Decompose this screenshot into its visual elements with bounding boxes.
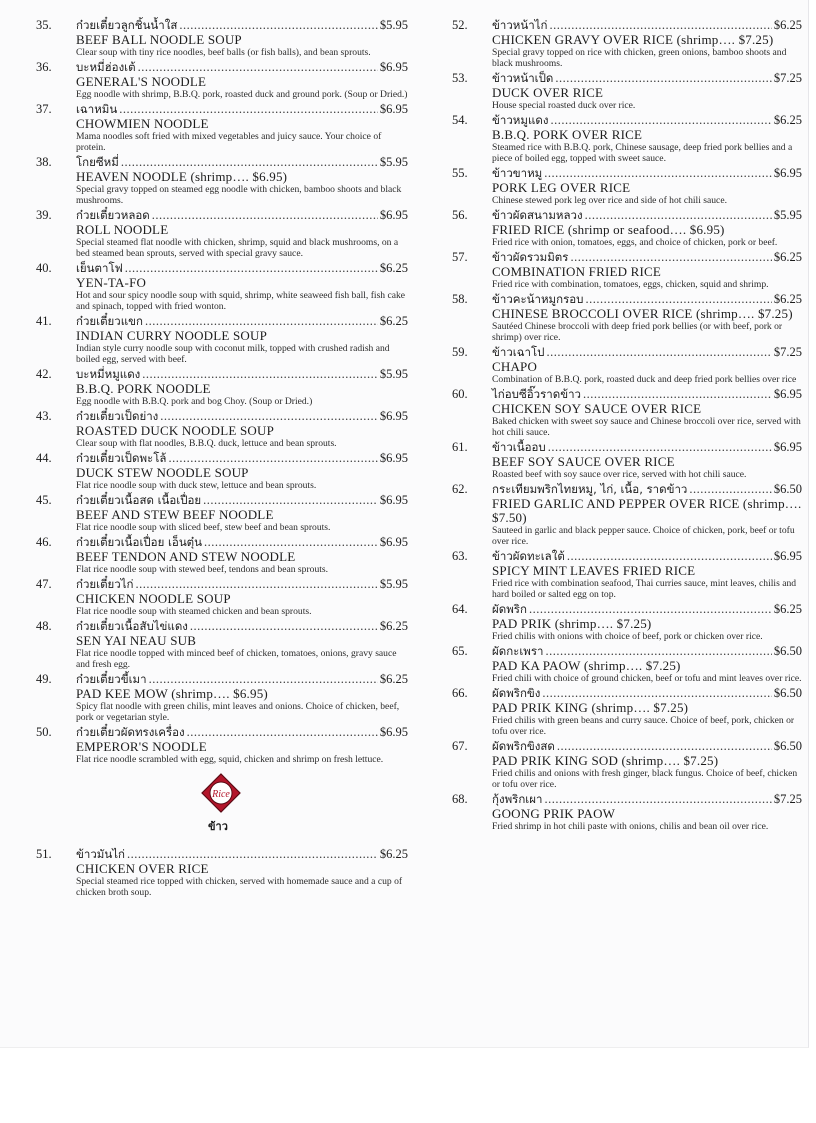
item-thai-line [76, 60, 408, 75]
item-english-name: EMPEROR'S NOODLE [76, 739, 207, 754]
item-thai-line [76, 367, 408, 382]
item-price: $6.25 [773, 18, 802, 32]
item-price: $6.95 [379, 102, 408, 116]
dot-leader [546, 644, 772, 659]
dot-leader [567, 549, 772, 564]
left-column [36, 18, 408, 900]
item-english-name: BEEF AND STEW BEEF NOODLE [76, 507, 274, 522]
item-description: Flat rice noodle soup with steamed chicken and bean sprouts. [76, 606, 312, 617]
item-price: $6.25 [773, 250, 802, 264]
item-english-name: CHICKEN GRAVY OVER RICE (shrimp…. $7.25) [492, 32, 774, 47]
item-description: Flat rice noodle soup with duck stew, lettuce and bean sprouts. [76, 480, 317, 491]
item-number: 55. [452, 166, 468, 180]
item-thai-line [76, 155, 408, 170]
dot-leader [570, 250, 771, 265]
dot-leader [125, 261, 378, 276]
item-english-name: PAD KEE MOW (shrimp…. $6.95) [76, 686, 268, 701]
item-thai-line [492, 250, 802, 265]
item-english-name: GENERAL'S NOODLE [76, 74, 207, 89]
left-menu-list [36, 18, 408, 765]
menu-item [452, 345, 802, 385]
item-number: 47. [36, 577, 52, 591]
item-description: Flat rice noodle soup with sliced beef, stew beef and bean sprouts. [76, 522, 331, 533]
item-english-name: PORK LEG OVER RICE [492, 180, 631, 195]
item-thai-name: ก๋วยเตี๋ยวแขก [76, 314, 143, 328]
item-thai-name: บะหมี่หมูแดง [76, 367, 141, 381]
dot-leader [190, 619, 378, 634]
menu-item [36, 725, 408, 765]
item-price: $6.50 [773, 739, 802, 753]
menu-item [36, 208, 408, 259]
dot-leader [145, 314, 378, 329]
item-price: $6.95 [773, 387, 802, 401]
item-description: House special roasted duck over rice. [492, 100, 636, 111]
menu-item [452, 440, 802, 480]
item-english-name: CHICKEN SOY SAUCE OVER RICE [492, 401, 702, 416]
item-thai-name: ก๋วยเตี๋ยวลูกชิ้นน้ำใส [76, 18, 178, 32]
item-number: 63. [452, 549, 468, 563]
item-thai-name: ข้าวคะน้าหมูกรอบ [492, 292, 584, 306]
item-number: 57. [452, 250, 468, 264]
menu-item [452, 71, 802, 111]
item-description: Special steamed flat noodle with chicken, shrimp, squid and black mushrooms, on a bed steamed bean sprouts, served with special gravy sauce. [76, 237, 399, 259]
item-thai-line [76, 672, 408, 687]
item-number: 67. [452, 739, 468, 753]
item-description: Sauteed in garlic and black pepper sauce. Choice of chicken, pork, beef or tofu over rice. [492, 525, 795, 547]
item-english-name: PAD KA PAOW (shrimp…. $7.25) [492, 658, 681, 673]
item-thai-line [492, 686, 802, 701]
item-price: $6.95 [773, 166, 802, 180]
item-price: $5.95 [379, 18, 408, 32]
item-english-name: CHINESE BROCCOLI OVER RICE (shrimp…. $7.25) [492, 306, 793, 321]
item-thai-line [492, 71, 802, 86]
dot-leader [544, 792, 771, 807]
item-price: $6.50 [773, 686, 802, 700]
dot-leader [550, 113, 771, 128]
item-thai-name: ก๋วยเตี๋ยวขี้เมา [76, 672, 147, 686]
item-thai-line [76, 261, 408, 276]
item-description: Mama noodles soft fried with mixed vegetables and juicy sauce. Your choice of protein. [76, 131, 382, 153]
menu-item [452, 387, 802, 438]
item-thai-name: ข้าวผัดรวมมิตร [492, 250, 569, 264]
menu-item [36, 155, 408, 206]
item-thai-name: ก๋วยเตี๋ยวเนื้อสับไข่แดง [76, 619, 188, 633]
item-description: Roasted beef with soy sauce over rice, served with hot chili sauce. [492, 469, 747, 480]
rice-section-header [36, 773, 408, 841]
item-number: 49. [36, 672, 52, 686]
item-thai-line [76, 208, 408, 223]
item-thai-line [492, 644, 802, 659]
item-english-name: ROLL NOODLE [76, 222, 169, 237]
item-price: $6.95 [379, 493, 408, 507]
item-thai-name: ผัดพริกขิงสด [492, 739, 555, 753]
item-thai-line [492, 549, 802, 564]
menu-item [452, 166, 802, 206]
item-english-name: PAD PRIK KING SOD (shrimp…. $7.25) [492, 753, 719, 768]
dot-leader [549, 18, 771, 33]
item-english-name: CHOWMIEN NOODLE [76, 116, 209, 131]
item-thai-line [76, 535, 408, 550]
menu-item [36, 847, 408, 898]
item-english-name: BEEF SOY SAUCE OVER RICE [492, 454, 675, 469]
item-number: 35. [36, 18, 52, 32]
item-description: Fried rice with onion, tomatoes, eggs, and choice of chicken, pork or beef. [492, 237, 778, 248]
item-english-name: YEN-TA-FO [76, 275, 147, 290]
menu-item [36, 102, 408, 153]
item-english-name: FRIED GARLIC AND PEPPER OVER RICE (shrimp…. $7.50) [492, 496, 802, 525]
item-thai-line [492, 208, 802, 223]
item-thai-name: ก๋วยเตี๋ยวผัดทรงเครื่อง [76, 725, 185, 739]
item-thai-name: ก๋วยเตี๋ยวไก่ [76, 577, 134, 591]
item-price: $6.95 [379, 409, 408, 423]
item-english-name: DUCK STEW NOODLE SOUP [76, 465, 249, 480]
item-description: Fried chilis and onions with fresh ginger, black fungus. Choice of beef, chicken or tofu over rice. [492, 768, 798, 790]
item-description: Fried rice with combination seafood, Thai curries sauce, mint leaves, chilis and hard boiled or salted egg on top. [492, 578, 797, 600]
item-thai-line [76, 847, 408, 862]
item-thai-line [492, 739, 802, 754]
item-price: $6.25 [379, 619, 408, 633]
item-number: 53. [452, 71, 468, 85]
menu-item [452, 602, 802, 642]
item-price: $6.95 [773, 440, 802, 454]
item-thai-line [76, 409, 408, 424]
menu-item [36, 261, 408, 312]
item-number: 46. [36, 535, 52, 549]
menu-item [452, 686, 802, 737]
menu-item [452, 792, 802, 832]
item-thai-line [76, 314, 408, 329]
item-thai-name: ข้าวหน้าเป็ด [492, 71, 554, 85]
item-thai-line [76, 577, 408, 592]
item-description: Chinese stewed pork leg over rice and side of hot chili sauce. [492, 195, 727, 206]
item-price: $6.25 [773, 292, 802, 306]
menu-item [452, 739, 802, 790]
dot-leader [548, 440, 772, 455]
item-price: $6.95 [379, 208, 408, 222]
item-english-name: CHICKEN NOODLE SOUP [76, 591, 231, 606]
item-description: Sautéed Chinese broccoli with deep fried pork bellies (or with beef, pork or shrimp) over rice. [492, 321, 783, 343]
menu-item [452, 113, 802, 164]
menu-item [36, 314, 408, 365]
dot-leader [152, 208, 378, 223]
item-thai-name: ผัดกะเพรา [492, 644, 544, 658]
item-thai-name: ก๋วยเตี๋ยวเป็ดพะโล้ [76, 451, 167, 465]
item-thai-name: ข้าวเนื้ออบ [492, 440, 546, 454]
item-price: $6.95 [379, 535, 408, 549]
item-description: Spicy flat noodle with green chilis, mint leaves and onions. Choice of chicken, beef, pork or vegetarian style. [76, 701, 400, 723]
item-english-name: B.B.Q. PORK NOODLE [76, 381, 211, 396]
item-price: $5.95 [379, 577, 408, 591]
item-description: Clear soup with flat noodles, B.B.Q. duck, lettuce and bean sprouts. [76, 438, 337, 449]
item-number: 58. [452, 292, 468, 306]
item-number: 65. [452, 644, 468, 658]
item-price: $6.25 [773, 113, 802, 127]
menu-item [36, 619, 408, 670]
item-thai-name: ข้าวผัดทะเลใต้ [492, 549, 565, 563]
item-number: 68. [452, 792, 468, 806]
dot-leader [529, 602, 772, 617]
item-description: Fried shrimp in hot chili paste with onions, chilis and bean oil over rice. [492, 821, 769, 832]
dot-leader [136, 577, 378, 592]
item-thai-name: ข้าวผัดสนามหลวง [492, 208, 583, 222]
left-menu-list-rice [36, 847, 408, 898]
item-description: Fried chilis with green beans and curry sauce. Choice of beef, pork, chicken or tofu over rice. [492, 715, 795, 737]
item-english-name: CHICKEN OVER RICE [76, 861, 209, 876]
dot-leader [555, 71, 772, 86]
menu-item [452, 208, 802, 248]
item-english-name: DUCK OVER RICE [492, 85, 604, 100]
item-thai-line [492, 166, 802, 181]
item-number: 52. [452, 18, 468, 32]
item-number: 59. [452, 345, 468, 359]
item-english-name: SEN YAI NEAU SUB [76, 633, 197, 648]
item-number: 64. [452, 602, 468, 616]
dot-leader [127, 847, 378, 862]
item-price: $6.95 [379, 451, 408, 465]
item-price: $7.25 [773, 345, 802, 359]
item-thai-name: ข้าวขาหมู [492, 166, 543, 180]
item-description: Indian style curry noodle soup with coconut milk, topped with crushed radish and boiled egg, served with beef. [76, 343, 390, 365]
item-thai-line [76, 493, 408, 508]
item-english-name: COMBINATION FRIED RICE [492, 264, 662, 279]
item-number: 60. [452, 387, 468, 401]
item-english-name: BEEF TENDON AND STEW NOODLE [76, 549, 296, 564]
item-description: Fried chilis with onions with choice of beef, pork or chicken over rice. [492, 631, 763, 642]
item-description: Flat rice noodle soup with stewed beef, tendons and bean sprouts. [76, 564, 329, 575]
item-number: 40. [36, 261, 52, 275]
dot-leader [160, 409, 378, 424]
item-price: $6.25 [379, 261, 408, 275]
item-thai-line [492, 18, 802, 33]
dot-leader [179, 18, 377, 33]
item-number: 43. [36, 409, 52, 423]
item-thai-line [76, 725, 408, 740]
item-price: $7.25 [773, 71, 802, 85]
item-thai-name: ข้าวหมูแดง [492, 113, 549, 127]
item-english-name: BEEF BALL NOODLE SOUP [76, 32, 242, 47]
item-number: 54. [452, 113, 468, 127]
item-thai-line [76, 18, 408, 33]
dot-leader [542, 686, 771, 701]
item-number: 42. [36, 367, 52, 381]
item-english-name: PAD PRIK (shrimp…. $7.25) [492, 616, 652, 631]
item-thai-name: ผัดพริก [492, 602, 527, 616]
item-price: $5.95 [379, 155, 408, 169]
item-english-name: HEAVEN NOODLE (shrimp…. $6.95) [76, 169, 288, 184]
item-thai-line [76, 619, 408, 634]
menu-item [36, 367, 408, 407]
item-thai-name: ไก่อบซีอิ๊วราดข้าว [492, 387, 582, 401]
item-thai-name: ข้าวเฉาโป [492, 345, 545, 359]
item-number: 62. [452, 482, 468, 496]
item-thai-name: ก๋วยเตี๋ยวหลอด [76, 208, 150, 222]
dot-leader [142, 367, 378, 382]
item-number: 48. [36, 619, 52, 633]
dot-leader [138, 60, 378, 75]
item-thai-line [492, 482, 802, 497]
item-thai-name: เฉาหมิน [76, 102, 118, 116]
item-thai-name: บะหมี่ฮ่องเต้ [76, 60, 136, 74]
item-thai-name: ข้าวหน้าไก่ [492, 18, 548, 32]
menu-item [36, 493, 408, 533]
item-thai-line [492, 792, 802, 807]
item-english-name: INDIAN CURRY NOODLE SOUP [76, 328, 268, 343]
dot-leader [119, 102, 378, 117]
item-description: Flat rice noodle scrambled with egg, squid, chicken and shrimp on fresh lettuce. [76, 754, 384, 765]
menu-item [36, 577, 408, 617]
menu-item [36, 535, 408, 575]
item-thai-line [76, 451, 408, 466]
item-thai-line [492, 345, 802, 360]
item-thai-name: กุ้งพริกเผา [492, 792, 543, 806]
item-description: Egg noodle with shrimp, B.B.Q. pork, roasted duck and ground pork. (Soup or Dried.) [76, 89, 408, 100]
item-thai-line [492, 440, 802, 455]
menu-item [36, 672, 408, 723]
item-price: $6.50 [773, 482, 802, 496]
item-price: $6.25 [379, 314, 408, 328]
dot-leader [546, 345, 771, 360]
menu-item [36, 18, 408, 58]
item-number: 38. [36, 155, 52, 169]
item-description: Clear soup with tiny rice noodles, beef balls (or fish balls), and bean sprouts. [76, 47, 371, 58]
rice-logo-icon [201, 773, 241, 813]
item-thai-name: ก๋วยเตี๋ยวเนื้อเปื่อย เอ็นตุ๋น [76, 535, 203, 549]
item-thai-name: กระเทียมพริกไทยหมู, ไก่, เนื้อ, ราดข้าว [492, 482, 688, 496]
item-english-name: GOONG PRIK PAOW [492, 806, 616, 821]
dot-leader [203, 493, 378, 508]
item-description: Special steamed rice topped with chicken, served with homemade sauce and a cup of chicken broth soup. [76, 876, 403, 898]
dot-leader [121, 155, 378, 170]
item-number: 36. [36, 60, 52, 74]
item-price: $6.95 [773, 549, 802, 563]
item-english-name: SPICY MINT LEAVES FRIED RICE [492, 563, 696, 578]
dot-leader [204, 535, 378, 550]
right-column [452, 18, 802, 834]
item-thai-name: โกยซีหมี่ [76, 155, 119, 169]
item-thai-name: ก๋วยเตี๋ยวเนื้อสด เนื้อเปื่อย [76, 493, 202, 507]
item-thai-name: ผัดพริกขิง [492, 686, 541, 700]
dot-leader [187, 725, 378, 740]
item-thai-line [76, 102, 408, 117]
item-number: 44. [36, 451, 52, 465]
rice-section-caption: ข้าว [208, 820, 228, 833]
item-description: Flat rice noodle topped with minced beef of chicken, tomatoes, onions, gravy sauce and fresh egg. [76, 648, 397, 670]
dot-leader [585, 292, 771, 307]
item-english-name: FRIED RICE (shrimp or seafood…. $6.95) [492, 222, 725, 237]
menu-item [452, 482, 802, 547]
menu-item [36, 409, 408, 449]
logo-brand-text: Rice [212, 789, 230, 800]
item-description: Special gravy topped on steamed egg noodle with chicken, bamboo shoots and black mushrooms. [76, 184, 402, 206]
item-description: Steamed rice with B.B.Q. pork, Chinese sausage, deep fried pork bellies and a piece of boiled egg, topped with sweet sauce. [492, 142, 793, 164]
menu-item [36, 60, 408, 100]
menu-item [452, 549, 802, 600]
item-number: 61. [452, 440, 468, 454]
item-number: 50. [36, 725, 52, 739]
item-description: Special gravy topped on rice with chicken, green onions, bamboo shoots and black mushrooms. [492, 47, 787, 69]
item-thai-line [492, 602, 802, 617]
item-price: $6.95 [379, 725, 408, 739]
item-price: $7.25 [773, 792, 802, 806]
item-thai-name: เย็นตาโฟ [76, 261, 123, 275]
menu-item [452, 292, 802, 343]
dot-leader [689, 482, 771, 497]
item-price: $5.95 [379, 367, 408, 381]
menu-item [452, 250, 802, 290]
item-number: 45. [36, 493, 52, 507]
item-english-name: ROASTED DUCK NOODLE SOUP [76, 423, 275, 438]
item-description: Hot and sour spicy noodle soup with squid, shrimp, white seaweed fish ball, fish cake and spinach, topped with fried wonton. [76, 290, 406, 312]
item-english-name: B.B.Q. PORK OVER RICE [492, 127, 643, 142]
item-description: Fried rice with combination, tomatoes, eggs, chicken, squid and shrimp. [492, 279, 769, 290]
dot-leader [544, 166, 772, 181]
dot-leader [168, 451, 377, 466]
menu-item [452, 644, 802, 684]
item-english-name: PAD PRIK KING (shrimp…. $7.25) [492, 700, 689, 715]
dot-leader [585, 208, 772, 223]
item-thai-line [492, 292, 802, 307]
item-description: Combination of B.B.Q. pork, roasted duck and deep fried pork bellies over rice [492, 374, 797, 385]
item-price: $6.50 [773, 644, 802, 658]
item-description: Baked chicken with sweet soy sauce and Chinese broccoli over rice, served with hot chili sauce. [492, 416, 801, 438]
item-thai-line [492, 113, 802, 128]
menu-item [36, 451, 408, 491]
item-number: 37. [36, 102, 52, 116]
item-number: 39. [36, 208, 52, 222]
item-thai-name: ก๋วยเตี๋ยวเป็ดย่าง [76, 409, 159, 423]
item-english-name: CHAPO [492, 359, 538, 374]
item-number: 66. [452, 686, 468, 700]
item-thai-name: ข้าวมันไก่ [76, 847, 125, 861]
menu-item [452, 18, 802, 69]
dot-leader [583, 387, 772, 402]
dot-leader [557, 739, 772, 754]
item-number: 41. [36, 314, 52, 328]
item-number: 51. [36, 847, 52, 861]
item-price: $5.95 [773, 208, 802, 222]
item-price: $6.25 [379, 847, 408, 861]
item-number: 56. [452, 208, 468, 222]
item-price: $6.95 [379, 60, 408, 74]
item-description: Fried chili with choice of ground chicken, beef or tofu and mint leaves over rice. [492, 673, 802, 684]
item-description: Egg noodle with B.B.Q. pork and bog Choy. (Soup or Dried.) [76, 396, 313, 407]
item-price: $6.25 [773, 602, 802, 616]
dot-leader [149, 672, 378, 687]
item-thai-line [492, 387, 802, 402]
item-price: $6.25 [379, 672, 408, 686]
right-menu-list [452, 18, 802, 832]
